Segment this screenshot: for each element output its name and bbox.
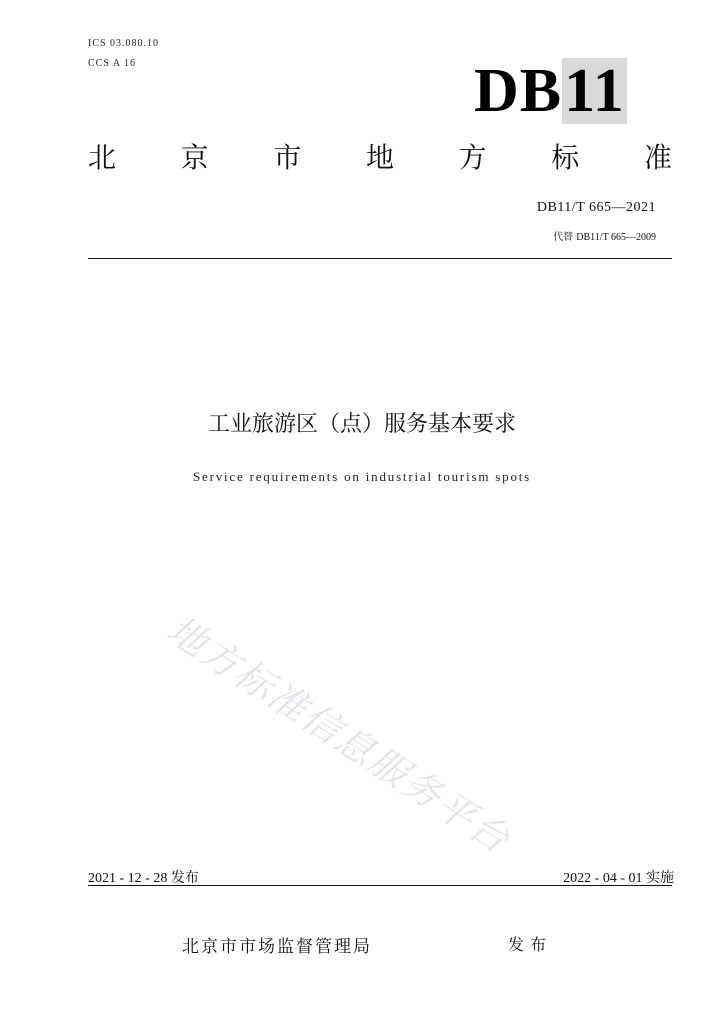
standard-title-char: 京 — [180, 141, 209, 174]
top-divider — [88, 258, 672, 259]
implementation-date — [563, 867, 674, 887]
replaces-label: 代替 — [553, 232, 574, 243]
implementation-label: 实施 — [646, 870, 674, 886]
replaces-line — [553, 228, 656, 243]
standard-title-char: 市 — [273, 141, 302, 174]
logo-number: 11 — [564, 57, 625, 125]
ccs-code: CCS A 16 — [88, 58, 137, 69]
issue-label: 发布 — [170, 870, 199, 886]
standard-title-char: 准 — [643, 141, 672, 174]
issuing-authority: 北京市市场监督管理局 — [182, 937, 372, 957]
issuer-action: 发布 — [508, 935, 553, 954]
standard-title-char: 地 — [365, 141, 394, 174]
standard-title-char: 北 — [88, 141, 117, 174]
document-title-english: Service requirements on industrial tourism spots — [192, 469, 532, 484]
standard-number: DB11/T 665—2021 — [536, 200, 656, 215]
issue-date — [88, 867, 199, 887]
standard-title-char: 方 — [458, 141, 487, 174]
bottom-divider — [88, 885, 672, 886]
watermark-text: 地方标准信息服务平台 — [159, 607, 519, 863]
standard-type-title — [88, 140, 672, 176]
implementation-date-value: 2022 - 04 - 01 — [563, 871, 643, 886]
issue-date-value: 2021 - 12 - 28 — [88, 871, 168, 886]
db11-logo — [474, 56, 627, 126]
standard-title-char: 标 — [551, 141, 580, 174]
logo-prefix: DB — [474, 57, 563, 125]
ics-code: ICS 03.080.10 — [88, 38, 160, 49]
document-title-chinese: 工业旅游区（点）服务基本要求 — [207, 412, 516, 437]
replaces-number: DB11/T 665—2009 — [576, 232, 656, 243]
